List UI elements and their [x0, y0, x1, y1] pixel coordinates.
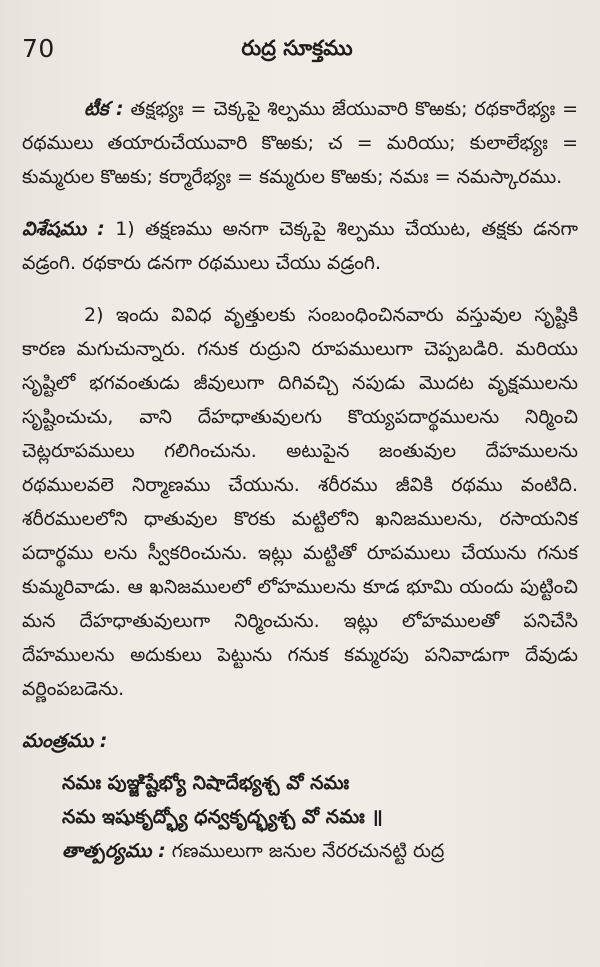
- mantra-line-1: నమః పుఞ్జిష్టేభ్యో నిషాదేభ్యశ్చ వో నమః: [62, 772, 350, 794]
- visheshamu-text: 1) తక్షణము అనగా చెక్కపై శిల్పము చేయుట, తక్షకు డనగా వడ్రంగి. రథకారు డనగా రథములు చేయు వడ్రంగి.: [22, 218, 578, 274]
- visheshamu-paragraph: [22, 212, 578, 280]
- visheshamu-label: విశేషము :: [22, 218, 105, 240]
- paragraph-2: 2) ఇందు వివిధ వృత్తులకు సంబంధించినవారు వస్తువుల సృష్టికి కారణ మగుచున్నారు. గనుక రుద్రుని రూపములుగా చెప్పబడిరి. మరియు సృష్టిలో భగవంతుడు జీవులుగా దిగివచ్చి నపుడు మొదట వృక్షములను సృష్టించుచు, వాని దేహధాతువులగు కొయ్యపదార్థములను నిర్మించి చెట్లరూపములు గలిగించును. అటుపైన జంతువుల దేహములను రథములవలె నిర్మాణము చేయును. శరీరము జీవికి రథము వంటిది. శరీరములలోని ధాతువుల కొరకు మట్టిలోని ఖనిజములను, రసాయనిక పదార్థము లను స్వీకరించును. ఇట్లు మట్టితో రూపములు చేయును గనుక కుమ్మరివాడు. ఆ ఖనిజములలో లోహములను కూడ భూమి యందు పుట్టించి మన దేహధాతువులుగా నిర్మించును. ఇట్లు లోహములతో పనిచేసి దేహములను అదుకులు పెట్టును గనుక కమ్మరపు పనివాడుగా దేవుడు వర్ణింపబడెను.: [22, 304, 578, 700]
- page-body: [22, 92, 578, 868]
- tatparyamu-text: గణములుగా జనుల నేరరచునట్టి రుద్ర: [165, 840, 445, 862]
- teeka-text: తక్షభ్యః = చెక్కపై శిల్పము జేయువారి కొఱకు; రథకారేభ్యః = రథములు తయారుచేయువారి కొఱకు; చ = మరియు; కులాలేభ్యః = కుమ్మరుల కొఱకు; కర్మారేభ్యః = కమ్మరుల కొఱకు; నమః = నమస్కారము.: [22, 98, 578, 188]
- mantramu-label: మంత్రము :: [22, 730, 108, 752]
- teeka-label: టీక :: [84, 98, 124, 120]
- running-title: రుద్ర సూక్తము: [241, 36, 353, 60]
- page-header: [22, 34, 572, 70]
- teeka-paragraph: [22, 92, 578, 194]
- mantra-line-2: నమ ఇషుకృద్భ్యో ధన్వకృద్భ్యశ్చ వో నమః ॥: [62, 806, 383, 828]
- tatparyamu-label: తాత్పర్యము :: [62, 840, 166, 862]
- tatparyamu-line: [22, 834, 578, 868]
- page-number: 70: [22, 34, 55, 63]
